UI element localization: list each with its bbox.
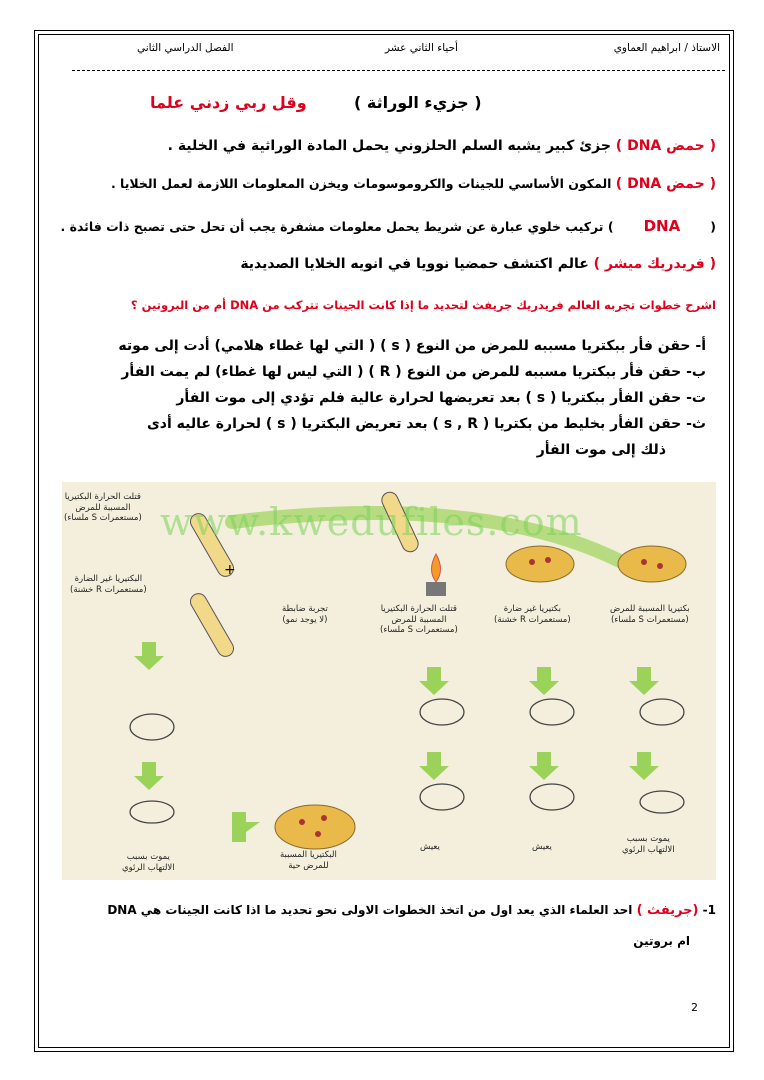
footnote-name: (جريفث ) [636, 903, 699, 918]
topic-title: ( جزيء الوراثة ) [354, 93, 482, 112]
header-divider [72, 70, 725, 71]
outcome-lives-r: يعيش [532, 842, 552, 852]
label-col-control: تجربة ضابطة (لا يوجد نمو) [282, 604, 328, 625]
step-b: ب- حقن فأر ببكتريا مسببه للمرض من النوع ( R ) ( التي ليس لها غطاء) لم يمت الفأر [121, 364, 706, 380]
definition-2 [111, 176, 716, 192]
header-teacher: الاستاذ / ابراهيم العماوي [613, 42, 720, 54]
plus-sign: + [224, 562, 236, 578]
definition-term: ( حمض DNA ) [615, 138, 716, 154]
definition-text: تركيب خلوي عبارة عن شريط يحمل معلومات مشفرة يجب أن تحل حتى تصبح ذات فائدة . [60, 219, 604, 234]
outcome-dies-mix: يموت بسبب الالتهاب الرئوي [122, 852, 175, 873]
mouse-icon [130, 699, 684, 823]
definition-text: المكون الأساسي للجينات والكروموسومات ويخزن المعلومات اللازمة لعمل الخلايا . [110, 176, 612, 191]
label-heat-killed-left: قتلت الحرارة البكتيريا المسببة للمرض (مستعمرات S ملساء) [64, 492, 142, 524]
outcome-living-bacteria: البكتيريا المسببة للمرض حية [280, 850, 337, 871]
definition-1 [168, 138, 716, 154]
definition-term: DNA [643, 217, 681, 235]
label-col-heat: قتلت الحرارة البكتيريا المسببة للمرض (مستعمرات S ملساء) [380, 604, 458, 636]
step-c: ت- حقن الفأر ببكتريا ( s ) بعد تعريضها لحرارة عالية فلم تؤدي إلى موت الفأر [176, 390, 706, 406]
griffith-experiment-figure [62, 482, 716, 880]
paren-open: ( [710, 219, 716, 234]
watermark-text: www.kwedufiles.com [160, 500, 583, 544]
step-d-cont: ذلك إلى موت الفأر [536, 442, 666, 458]
definition-3 [60, 217, 716, 235]
paren-close: ) [607, 219, 614, 234]
definition-text: عالم اكتشف حمضيا نوويا في انويه الخلايا الصديدية [240, 256, 589, 272]
footnote-text: احد العلماء الذي يعد اول من اتخذ الخطوات الاولى نحو تحديد ما اذا كانت الجينات هي DNA [107, 903, 633, 917]
down-arrows [134, 642, 659, 842]
label-harmless-left: البكتيريا غير الضارة (مستعمرات R خشنة) [70, 574, 147, 595]
flame-icon [432, 554, 441, 582]
footnote-line-1 [107, 903, 716, 918]
footnote-number: 1- [702, 903, 716, 917]
header-semester: الفصل الدراسي الثاني [137, 42, 234, 54]
definition-term: ( فريدريك ميشر ) [593, 256, 716, 272]
burner-icon [426, 582, 446, 596]
header-subject: أحياء الثاني عشر [385, 42, 458, 54]
dua-text: وقل ربي زدني علما [150, 93, 307, 112]
step-d: ث- حقن الفأر بخليط من بكتريا ( s , R ) بعد تعريض البكتريا ( s ) لحرارة عاليه أدى [146, 416, 706, 432]
outcome-dies-s: يموت بسبب الالتهاب الرئوي [622, 834, 675, 855]
definition-4 [240, 256, 716, 272]
definition-text: جزئ كبير يشبه السلم الحلزوني يحمل المادة الوراثية في الخلية . [167, 138, 611, 154]
label-col-r: بكتيريا غير ضارة (مستعمرات R خشنة) [494, 604, 571, 625]
footnote-line-2: ام بروتين [633, 934, 690, 948]
definition-term: ( حمض DNA ) [615, 176, 716, 192]
step-a: أ- حقن فأر ببكتريا مسببه للمرض من النوع ( s ) ( التي لها غطاء هلامي) أدت إلى موته [118, 338, 706, 354]
outcome-lives-heat: يعيش [420, 842, 440, 852]
petri-dish-icon [275, 546, 686, 849]
page-number: 2 [691, 1001, 698, 1014]
experiment-question: اشرح خطوات تجربه العالم فريدريك جريفث لتحديد ما إذا كانت الجينات تتركب من DNA أم من البروتين ؟ [130, 298, 716, 312]
label-col-s: بكتيريا المسببة للمرض (مستعمرات S ملساء) [610, 604, 690, 625]
